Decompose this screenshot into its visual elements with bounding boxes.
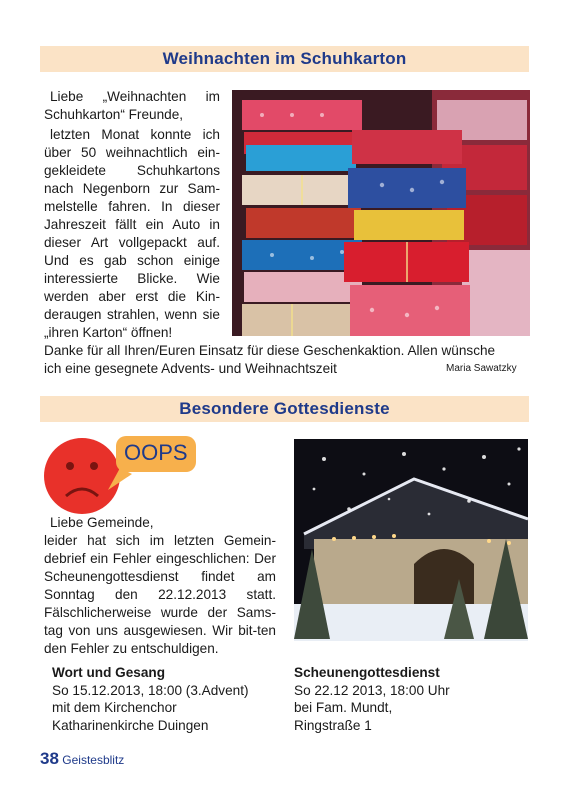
snowy-barn-photo xyxy=(294,439,528,641)
event-title: Wort und Gesang xyxy=(52,665,166,680)
notice-text-column xyxy=(44,514,276,658)
author-name: Maria Sawatzky xyxy=(446,363,517,374)
speech-bubble-text: OOPS xyxy=(124,440,188,465)
event-scheunengottesdienst xyxy=(294,664,528,734)
article-text-column xyxy=(44,88,220,342)
section-title: Weihnachten im Schuhkarton xyxy=(162,49,407,68)
shoebox-gifts-photo xyxy=(232,90,530,336)
notice-body: leider hat sich im letzten Gemein-debrief ein Fehler eingeschlichen: Der Scheunengottesdienst findet am Sonntag den 22.12.2013 statt. Fälschlicherweise wurde der Sams-tag von uns ausgewiesen. Wir bit-ten den Fehler zu entschuldigen. xyxy=(44,533,276,656)
oops-graphic xyxy=(42,430,202,520)
event-date-2: So 22.12 2013, 18:00 Uhr xyxy=(294,682,450,698)
event-detail: mit dem Kirchenchor xyxy=(52,700,177,715)
article-body: letzten Monat konnte ich über 50 weihnachtlich ein-gekleidete Schuhkartons nach Negenborn zur Sam-melstelle fahren. In dieser Jahreszeit fällt ein Auto in dieser Art vollgepackt auf. Und es gab schon einige interessierte Blicke. Wie werden aber erst die Kin-deraugen strahlen, wenn sie „ihren Karton“ öffnen! xyxy=(44,127,220,340)
closing-line-2: ich eine gesegnete Advents- und Weihnachtszeit xyxy=(44,361,337,376)
event-title-2: Scheunengottesdienst xyxy=(294,665,440,680)
notice-greeting: Liebe Gemeinde, xyxy=(50,515,154,530)
page-footer xyxy=(40,749,124,769)
event-location: Katharinenkirche Duingen xyxy=(52,717,209,733)
closing-line-1: Danke für all Ihren/Euren Einsatz für diese Geschenkaktion. Allen wünsche xyxy=(44,343,496,358)
section-title-2: Besondere Gottesdienste xyxy=(179,399,390,418)
section-title-band xyxy=(40,46,529,72)
page-number: 38 xyxy=(40,749,59,768)
event-detail-2: bei Fam. Mundt, xyxy=(294,700,393,715)
winter-barn-illustration xyxy=(294,439,528,641)
greeting-text: Liebe „Weihnachten im Schuhkarton“ Freunde, xyxy=(44,89,220,122)
event-location-2: Ringstraße 1 xyxy=(294,717,372,733)
stacked-gift-boxes-illustration xyxy=(232,90,530,336)
section-title-band-2 xyxy=(40,396,529,422)
event-date: So 15.12.2013, 18:00 (3.Advent) xyxy=(52,682,249,698)
event-wort-und-gesang xyxy=(52,664,282,734)
publication-name: Geistesblitz xyxy=(62,753,125,767)
